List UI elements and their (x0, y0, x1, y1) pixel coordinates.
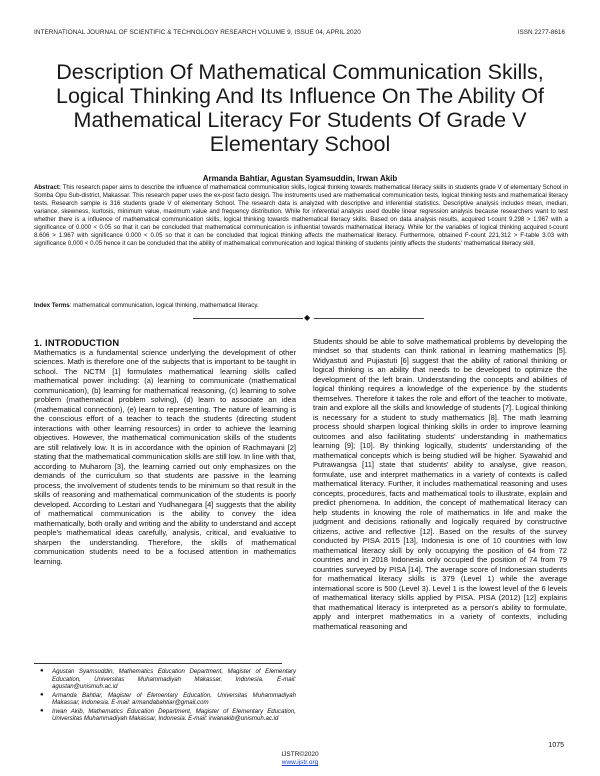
paper-title: Description Of Mathematical Communication Skills, Logical Thinking And Its Influence On The Ability Of Mathematical Literacy For Students Of Grade V Elementary School (55, 60, 545, 156)
index-terms-label: Index Terms (34, 302, 70, 309)
issn-label: ISSN 2277-8616 (517, 29, 565, 36)
footnote-item (34, 708, 296, 723)
footer-copyright: IJSTR©2020 (281, 751, 319, 758)
introduction-right-column: Students should be able to solve mathematical problems by developing the mindset so that students can think rational in learning mathematics [5]. Widyastuti and Pujiastuti [6] suggest that the ability of rational thinking or logical thinking is an ability that needs to be developed to optimize the development of the left brain. Understanding the concepts and abilities of logical thinking requires a knowledge of the experience by the students themselves. Therefore it takes the role and effort of the teacher to motivate, train and explore all the skills and knowledge of students [7]. Logical thinking is necessary for a student to study mathematics [8]. The math learning process should sharpen logical thinking skills in order to improve learning outcomes and also facilitating students' understanding in mathematics learning [9]; [10]. By thinking logically, students' understanding of the mathematical concepts which is being studied will be higher. Syawahid and Putrawangsa [11] state that students' ability to analyse, give reason, formulate, use and interpret mathematics in a variety of contexts is called mathematical literacy. Further, it includes mathematical reasoning and uses concepts, procedures, facts and mathematical tools to illustrate, explain and predict phenomena. In addition, the concept of mathematical literacy can help students in knowing the role of mathematics in life and make the judgment and decisions rationally and logically required by constructive citizens, active and reflective [12]. Based on the results of the survey conducted by PISA 2015 [13], Indonesia is one of 10 countries with low mathematical literacy skill by only occupying the position of 64 from 72 countries and in 2018 Indonesia only occupied the position of 74 from 79 countries surveyed by PISA [14]. The average score of Indonesian students for mathematical literacy skills is 379 (Level 1) while the average international score is 500 (Level 3). Level 1 is the lowest level of the 6 levels of mathematical literacy skills applied by PISA. PISA (2012) [12] explains that mathematical literacy is interpreted as a person's ability to formulate, apply and interpret mathematics in a variety of contexts, including mathematical reasoning and (313, 337, 567, 631)
bullet-icon: ● (40, 668, 44, 674)
footnote-text: Irwan Akib, Mathematics Education Department, Magister of Elementary Education, Universitas Muhammadiyah Makassar, Indonesia. E-mail: irwanakib@unismuh.ac.id (52, 707, 296, 723)
separator-diamond-icon: ◆ (304, 313, 311, 322)
abstract-block (34, 184, 568, 248)
author-list: Armanda Bahtiar, Agustan Syamsuddin, Irwan Akib (202, 174, 398, 183)
footnote-item (34, 668, 296, 691)
separator-line-left (193, 318, 303, 319)
bullet-icon: ● (40, 707, 44, 714)
footnote-text: Agustan Syamsuddin, Mathematics Education Department, Magister of Elementary Education, Universitas Muhammadiyah Makassar, Indonesia. E-mail: agustan@unismuh.ac.id (52, 668, 296, 691)
footnote-item (34, 692, 296, 707)
bullet-icon: ● (40, 691, 44, 698)
author-footnotes (34, 668, 296, 724)
abstract-text: This research paper aims to describe the influence of mathematical communication skills, logical thinking towards mathematical literacy skills in students grade V of elementary School in Somba Opu Sub-district, Makassar. This research paper uses the ex-post facto design. The instruments used are mathematical communication tests, logical thinking tests and mathematical literacy tests. Research sample is 316 students grade V of elementary School. The research data is analyzed with descriptive and inferential statistics. Descriptive analysis includes mean, median, variance, skewness, kurtosis, minimum value, maximum value and frequency distribution. While for inferential analysis used double linear regression analysis because researchers want to test whether there is a influence of mathematical communication skills, logical thinking towards mathematical literacy skills. Based on data analysis results, acquired t-count 9.298 > 1.967 with a significance of 0.000 < 0.05 so that it can be concluded that mathematical communication is influential towards mathematical literacy. While for the variables of logical thinking acquired t-count 8.606 > 1.967 with significance 0.000 < 0.05 so that it can be concluded that logical thinking affects the mathematical literacy. Furthermore, obtained F-count 221,312 > F-table 3.03 with significance 0,000 < 0.05 hence it can be concluded that the ability of mathematical communication and logical thinking of students jointly affects the students' mathematical literacy skill. (34, 184, 568, 247)
abstract-label: Abstract: (34, 184, 61, 191)
section-heading: 1. INTRODUCTION (34, 337, 120, 348)
footnote-rule (34, 663, 282, 664)
index-terms-block (34, 302, 568, 310)
page-number: 1075 (548, 742, 564, 749)
journal-header: INTERNATIONAL JOURNAL OF SCIENTIFIC & TECHNOLOGY RESEARCH VOLUME 9, ISSUE 04, APRIL 2020 (34, 29, 361, 36)
footer-url-link[interactable]: www.ijstr.org (281, 759, 319, 766)
index-terms-text: : mathematical communication, logical thinking, mathematical literacy. (69, 302, 259, 309)
introduction-left-column: Mathematics is a fundamental science underlying the development of other sciences. Math is therefore one of the subjects that is important to be taught in school. The NCTM [1] formulates mathematical learning skills called mathematical power including: (a) learning to communicate (mathematical communication), (b) learning for mathematical reasoning, (c) learning to solve problem (mathematical problem solving), (d) learn to associate an idea (mathematical connection), (e) learn to representing. The nature of learning is the conscious effort of a teacher to teach the students (directing student interactions with other learning resources) in order to achieve the learning objectives. However, the mathematical communication skills of the students are still relatively low. It is in accordance with the opinion of Rachmayani [2] stating that the mathematical communication skills are still low. In line with that, according to Muharom [3], the learning carried out only emphasizes on the demands of the curriculum so that students are passive in the learning process, the involvement of students tends to be minimum so that result in the skills of reasoning and mathematical communication of the students is poorly developed. According to Lestari and Yudhanegara [4] suggests that the ability of mathematical communication is the ability to convey the idea mathematically, both orally and writing and the ability to understand and accept people's mathematical ideas carefully, analysis, critical, and evaluative to sharpen the understanding. Therefore, the skills of mathematical communication students need to be a focused attention in mathematics learning. (34, 348, 296, 566)
footnote-text: Armanda Bahtiar, Magister of Elementary Education, Universitas Muhammadiyah Makassar, Indonesia. E-mail: armandabahtiar@gmail.com (52, 691, 296, 707)
separator-line-right (314, 318, 424, 319)
